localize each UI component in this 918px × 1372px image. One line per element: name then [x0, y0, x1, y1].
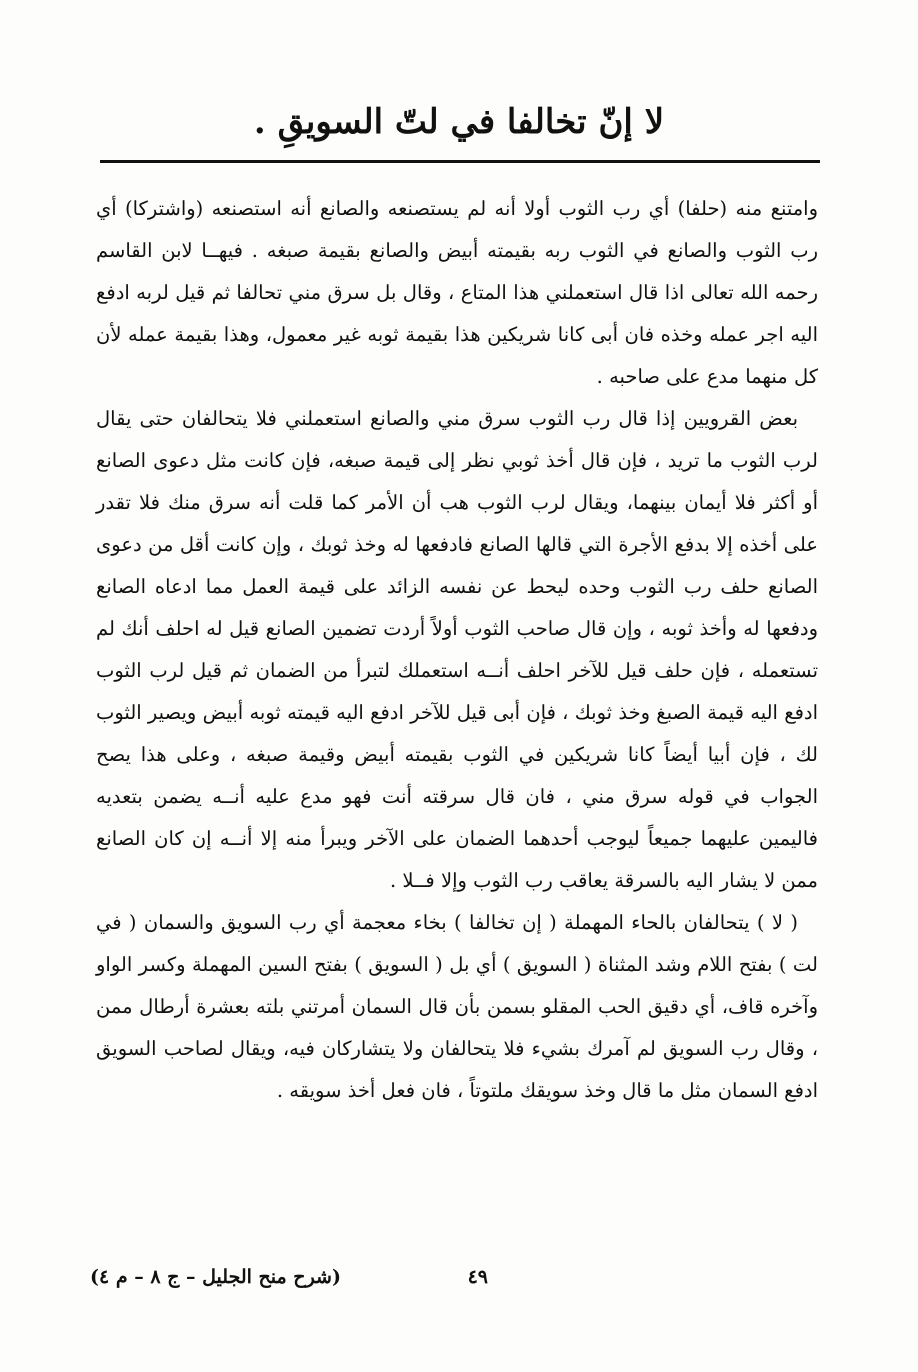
paragraph-2: بعض القرويين إذا قال رب الثوب سرق مني والصانع استعملني فلا يتحالفان حتى يقال لرب الثوب ما تريد ، فإن قال أخذ ثوبي نظر إلى قيمة صبغه، فإن كانت مثل دعوى الصانع أو أكثر فلا أيمان بينهما، ويقال لرب الثوب هب أن الأمر كما قلت أنه سرق منك فلا تقدر على أخذه إلا بدفع الأجرة التي قالها الصانع فادفعها له وخذ ثوبك ، وإن كانت أقل من دعوى الصانع حلف رب الثوب وحده ليحط عن نفسه الزائد على قيمة العمل مما ادعاه الصانع ودفعها له وأخذ ثوبه ، وإن قال صاحب الثوب أولاً أردت تضمين الصانع قيل له احلف أنك لم تستعمله ، فإن حلف قيل للآخر احلف أنــه استعملك لتبرأ من الضمان ثم قيل لرب الثوب ادفع اليه قيمة الصبغ وخذ ثوبك ، فإن أبى قيل للآخر ادفع اليه قيمته ثوبه أبيض ويصير الثوب لك ، فإن أبيا أيضاً كانا شريكين في الثوب بقيمته أبيض وقيمة صبغه ، وعلى هذا يصح الجواب في قوله سرق مني ، فان قال سرقته أنت فهو مدع عليه أنــه يضمن بتعديه فاليمين عليهما جميعاً ليوجب أحدهما الضمان على الآخر ويبرأ منه إلا أنــه إن كان الصانع ممن لا يشار اليه بالسرقة يعاقب رب الثوب وإلا فــلا . — [96, 407, 818, 892]
paragraph-3: ( لا ) يتحالفان بالحاء المهملة ( إن تخالفا ) بخاء معجمة أي رب السويق والسمان ( في لت ) بفتح اللام وشد المثناة ( السويق ) أي بل ( السويق ) بفتح السين المهملة وكسر الواو وآخره قاف، أي دقيق الحب المقلو بسمن بأن قال السمان أمرتني بلته بعشرة أرطال ممن ، وقال رب السويق لم آمرك بشيء فلا يتحالفان ولا يتشاركان فيه، ويقال لصاحب السويق ادفع السمان مثل ما قال وخذ سويقك ملتوتاً ، فان فعل أخذ سويقه . — [96, 911, 818, 1102]
paragraph-1: وامتنع منه (حلفا) أي رب الثوب أولا أنه لم يستصنعه والصانع أنه استصنعه (واشتركا) أي رب الثوب والصانع في الثوب ربه بقيمته أبيض والصانع بقيمة صبغه . فيهــا لابن القاسم رحمه الله تعالى اذا قال استعملني هذا المتاع ، وقال بل سرق مني تحالفا ثم قيل لربه ادفع اليه اجر عمله وخذه فان أبى كانا شريكين هذا بقيمة ثوبه غير معمول، وهذا بقيمة عمله لأن كل منهما مدع على صاحبه . — [96, 197, 818, 388]
page-title: لا إنّ تخالفا في لتّ السويقِ . — [253, 102, 665, 142]
page-footer — [90, 1266, 818, 1302]
body-text — [96, 188, 818, 1112]
header-divider — [100, 160, 820, 163]
page-number: ٤٩ — [467, 1266, 488, 1288]
footer-reference: (شرح منح الجليل – ج ٨ – م ٤) — [90, 1266, 341, 1288]
